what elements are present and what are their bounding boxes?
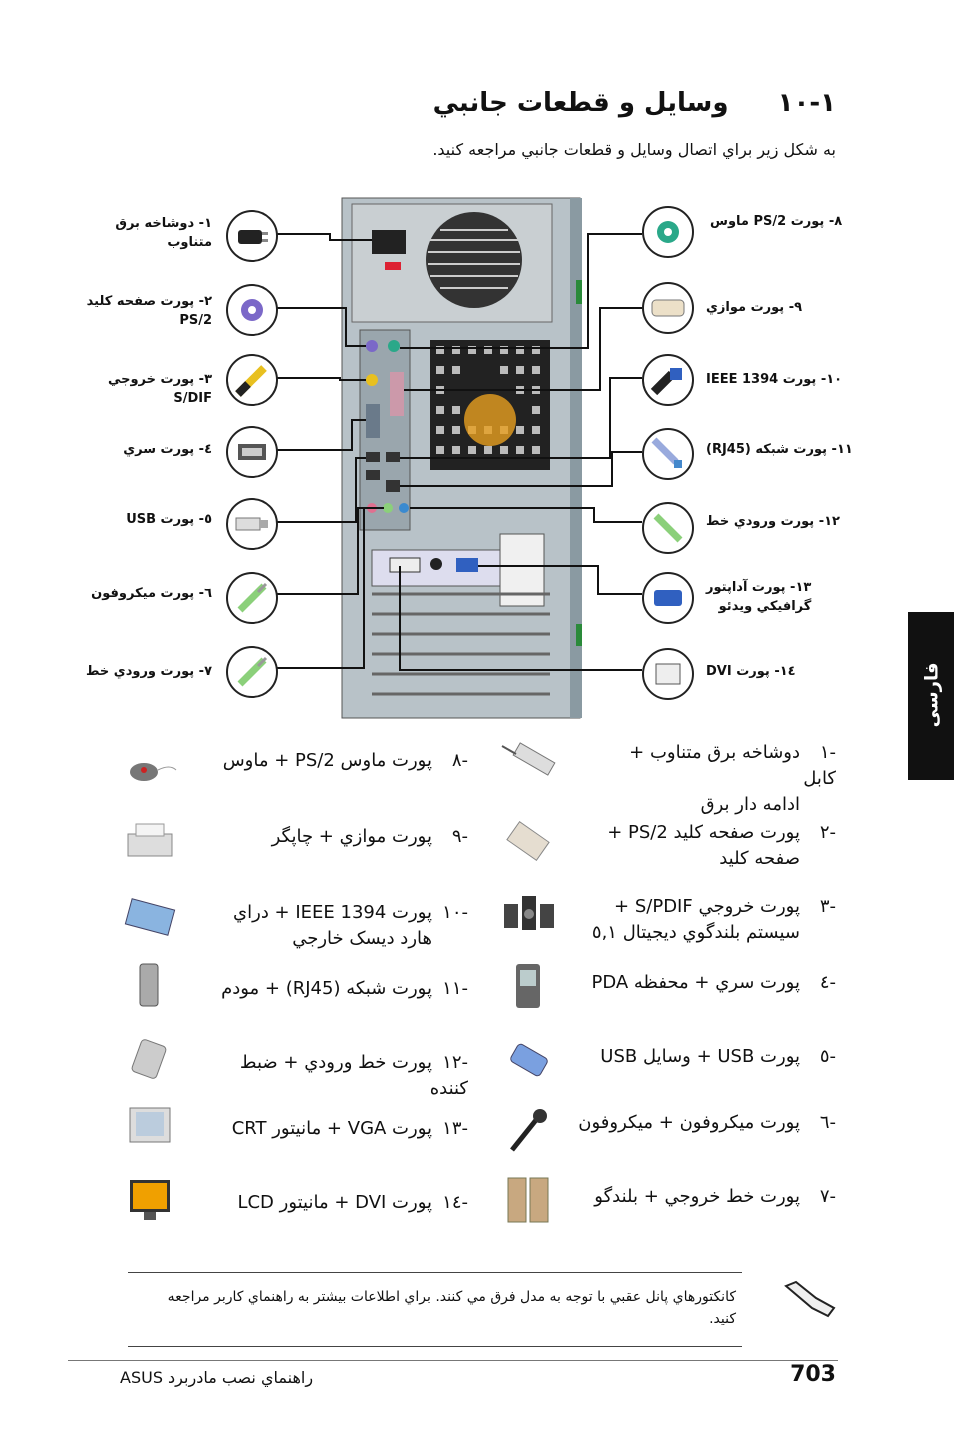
usb-port [366, 452, 380, 462]
microphone-icon [500, 1106, 556, 1154]
parallel-port [390, 372, 404, 416]
callout-13: ١٣- پورت آداپتور گرافيکي ويدئو [706, 580, 812, 614]
callout-6: ٦- پورت ميکروفون [91, 586, 212, 601]
item-9: -٩پورت موازي + چاپگر [271, 826, 468, 847]
power-strip-icon [500, 742, 556, 790]
spdif-port [366, 374, 378, 386]
note-text: کانکتورهاي پانل عقبي با توجه به مدل فرق مي کنند. براي اطلاعات بيشتر به راهنماي کاربر مراجعه کنيد. [167, 1289, 736, 1327]
item-10: -١٠پورت IEEE 1394 + دراي هارد ديسک خارجي [233, 902, 468, 949]
dvi-connector-icon [642, 648, 694, 700]
callout-10: ١٠- پورت IEEE 1394 [706, 372, 843, 387]
dvi-port [390, 558, 420, 572]
callout-5: ٥- پورت USB [126, 512, 212, 527]
intro-text: به شکل زير براي اتصال وسايل و قطعات جانبي مراجعه کنيد. [432, 140, 836, 159]
callout-3: ٣- پورت خروجي S/DIF [107, 372, 212, 406]
pda-cradle-icon [500, 962, 556, 1010]
vga-port [456, 558, 478, 572]
ps2-keyboard-port [366, 340, 378, 352]
rear-panel-diagram [0, 190, 954, 730]
callout-7: ٧- پورت ورودي خط [85, 664, 212, 679]
rj45-connector-icon [642, 428, 694, 480]
printer-icon [122, 818, 178, 866]
line-out-port [383, 503, 393, 513]
item-7: -٧پورت خط خروجي + بلندگو [594, 1186, 836, 1207]
psu-fan [426, 212, 522, 308]
item-3: -٣پورت خروجي S/PDIF + سيستم بلندگوي ديجيتال ٥,١ [591, 896, 836, 943]
power-plug-icon [226, 210, 278, 262]
ps2-keyboard-connector-icon [226, 284, 278, 336]
language-tab: فارسی [908, 612, 954, 780]
footer-rule [68, 1360, 838, 1361]
item-12: -١٢پورت خط ورودي + ضبط کننده [239, 1052, 468, 1099]
callout-2: ٢- پورت صفحه کليد PS/2 [86, 294, 212, 328]
footer-title: راهنماي نصب مادربرد ASUS [120, 1368, 314, 1387]
rca-connector-icon [226, 354, 278, 406]
lcd-monitor-icon [122, 1176, 178, 1224]
ieee1394-connector-icon [642, 354, 694, 406]
item-2: -٢پورت صفحه کليد PS/2 + صفحه کليد [607, 822, 836, 869]
callout-12: ١٢- پورت ورودي خط [706, 514, 840, 529]
power-socket [372, 230, 406, 254]
section-title: وسايل و قطعات جانبي [432, 88, 729, 118]
item-13: -١٣پورت VGA + مانيتور CRT [231, 1118, 468, 1139]
vga-connector-icon [642, 572, 694, 624]
callout-14: ١٤- پورت DVI [706, 664, 796, 679]
item-4: -٤پورت سري + محفظه PDA [591, 972, 836, 993]
item-6: -٦پورت ميکروفون + ميکروفون [578, 1112, 836, 1133]
callout-9: ٩- پورت موازي [706, 300, 803, 315]
rj45-port [386, 480, 400, 492]
section-number: ١-١٠ [777, 88, 836, 118]
keyboard-icon [500, 818, 556, 866]
mic-jack-icon [226, 572, 278, 624]
cpu-fan [464, 394, 516, 446]
serial-port [366, 404, 380, 438]
page-number: 703 [790, 1362, 836, 1387]
callout-4: ٤- پورت سري [123, 442, 212, 457]
note-hand-icon [782, 1278, 838, 1322]
line-in-jack-icon [226, 646, 278, 698]
external-hdd-icon [122, 894, 178, 942]
section-heading [433, 88, 836, 118]
item-8: -٨پورت ماوس PS/2 + ماوس [222, 750, 468, 771]
parallel-connector-icon [642, 282, 694, 334]
item-14: -١٤پورت DVI + مانيتور LCD [237, 1192, 468, 1213]
item-11: -١١پورت شبکه (RJ45) + مودم [221, 978, 468, 999]
recorder-icon [122, 1036, 178, 1084]
modem-icon [122, 962, 178, 1010]
callout-8: ٨- پورت PS/2 ماوس [710, 214, 843, 229]
usb-connector-icon [226, 498, 278, 550]
line-in-right-jack-icon [642, 502, 694, 554]
voltage-switch [385, 262, 401, 270]
callout-11: ١١- پورت شبکه (RJ45) [706, 442, 853, 457]
speaker-system-icon [500, 890, 556, 938]
ps2-mouse-port [388, 340, 400, 352]
callout-1: ١- دوشاخه برق متناوب [115, 216, 212, 250]
note-bottom-rule [128, 1346, 742, 1347]
usb-device-icon [500, 1040, 556, 1088]
ps2-mouse-connector-icon [642, 206, 694, 258]
crt-monitor-icon [122, 1104, 178, 1152]
item-1: -١دوشاخه برق متناوب + کابل ادامه دار برق [629, 742, 836, 815]
serial-connector-icon [226, 426, 278, 478]
mouse-icon [122, 746, 178, 794]
item-5: -٥پورت USB + وسايل USB [600, 1046, 836, 1067]
line-in-port [399, 503, 409, 513]
speakers-icon [500, 1176, 556, 1224]
note-top-rule [128, 1272, 742, 1273]
